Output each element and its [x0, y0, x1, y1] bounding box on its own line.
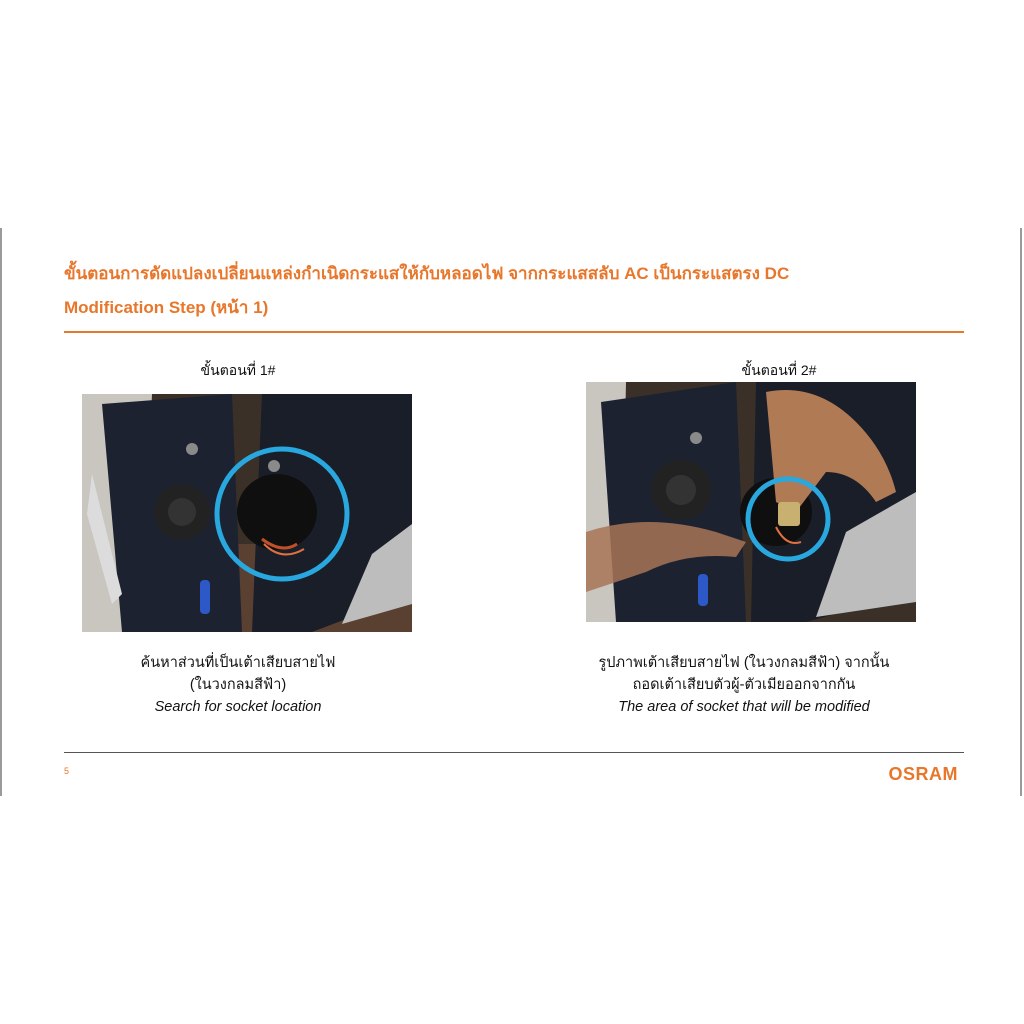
step-2-photo	[586, 382, 916, 622]
slide	[0, 228, 1022, 796]
step-1-photo	[82, 394, 412, 632]
title-divider	[64, 331, 964, 333]
slide-title-thai: ขั้นตอนการดัดแปลงเปลี่ยนแหล่งกำเนิดกระแสให้กับหลอดไฟ จากกระแสสลับ AC เป็นกระแสตรง DC	[64, 264, 790, 283]
step-1-caption-english: Search for socket location	[154, 699, 322, 715]
page-number: 5	[64, 766, 70, 776]
step-1-caption-thai-line2: (ในวงกลมสีฟ้า)	[189, 677, 287, 693]
step-2-caption-thai-line1: รูปภาพเต้าเสียบสายไฟ (ในวงกลมสีฟ้า) จากนั้น	[598, 655, 890, 671]
step-2-caption-english: The area of socket that will be modified	[618, 699, 870, 715]
step-1-caption-thai-line1: ค้นหาส่วนที่เป็นเต้าเสียบสายไฟ	[140, 655, 336, 671]
step-2-caption	[564, 652, 924, 718]
slide-title-english: Modification Step (หน้า 1)	[64, 298, 269, 317]
step-1-label: ขั้นตอนที่ 1#	[200, 362, 276, 378]
footer-divider	[64, 752, 964, 753]
step-2-label: ขั้นตอนที่ 2#	[741, 362, 817, 378]
osram-logo: OSRAM	[888, 764, 958, 784]
step-1-caption	[58, 652, 418, 718]
step-2-caption-thai-line2: ถอดเต้าเสียบตัวผู้-ตัวเมียออกจากกัน	[632, 677, 856, 693]
